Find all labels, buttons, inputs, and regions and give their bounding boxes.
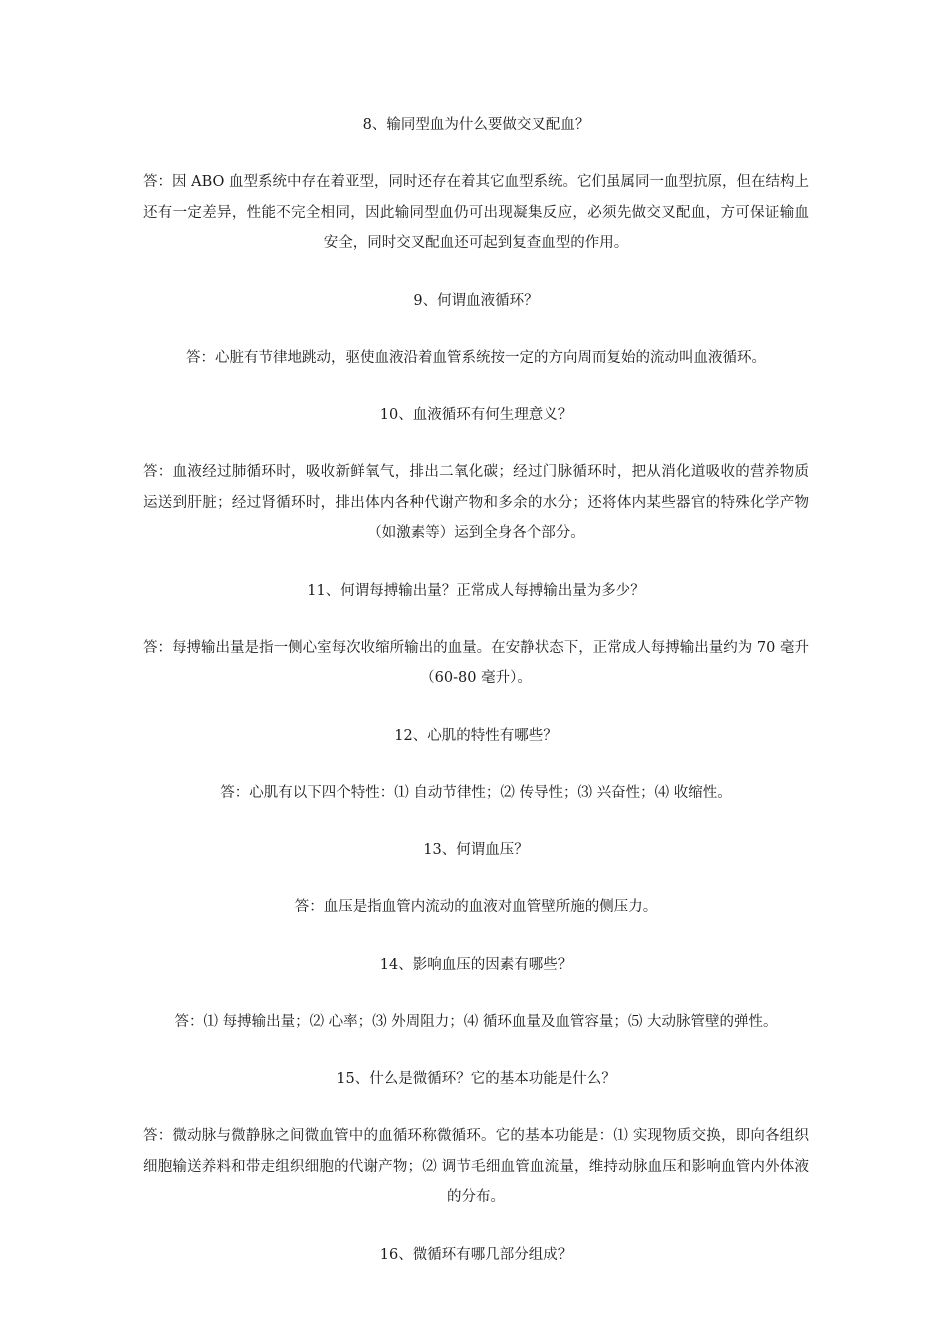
qa-item-8 [143,110,809,259]
question-heading: 8、输同型血为什么要做交叉配血？ [362,117,590,133]
question-heading: 15、什么是微循环？它的基本功能是什么？ [336,1071,616,1087]
answer-paragraph: 答：因 ABO 血型系统中存在着亚型，同时还存在着其它血型系统。它们虽属同一血型抗原，但在结构上还有一定差异，性能不完全相同，因此输同型血仍可出现凝集反应，必须先做交叉配血，方可保证输血安全，同时交叉配血还可起到复查血型的作用。 [143,174,809,251]
qa-item-14 [143,950,809,1038]
question-heading: 16、微循环有哪几部分组成？ [379,1246,573,1263]
qa-item-15 [143,1064,809,1213]
document-page [143,110,809,1297]
question-heading: 12、心肌的特性有哪些？ [394,727,558,744]
qa-item-16 [143,1240,809,1270]
qa-item-12 [143,721,809,809]
answer-paragraph: 答：心脏有节律地跳动，驱使血液沿着血管系统按一定的方向周而复始的流动叫血液循环。 [186,349,766,366]
answer-paragraph: 答：每搏输出量是指一侧心室每次收缩所输出的血量。在安静状态下，正常成人每搏输出量约为 70 毫升（60-80 毫升）。 [143,639,809,686]
answer-paragraph: 答：血压是指血管内流动的血液对血管壁所施的侧压力。 [294,899,658,915]
question-heading: 14、影响血压的因素有哪些？ [379,956,573,973]
question-heading: 10、血液循环有何生理意义？ [379,407,573,423]
question-heading: 13、何谓血压？ [423,842,529,858]
question-heading: 9、何谓血液循环？ [413,292,539,309]
answer-paragraph: 答：血液经过肺循环时，吸收新鲜氧气，排出二氧化碳；经过门脉循环时，把从消化道吸收的营养物质运送到肝脏；经过肾循环时，排出体内各种代谢产物和多余的水分；还将体内某些器官的特殊化学产物（如激素等）运到全身各个部分。 [143,464,809,541]
question-heading: 11、何谓每搏输出量？正常成人每搏输出量为多少？ [307,582,645,599]
answer-paragraph: 答：⑴ 每搏输出量；⑵ 心率；⑶ 外周阻力；⑷ 循环血量及血管容量；⑸ 大动脉管壁的弹性。 [174,1013,778,1030]
qa-item-9 [143,286,809,374]
answer-paragraph: 答：微动脉与微静脉之间微血管中的血循环称微循环。它的基本功能是：⑴ 实现物质交换，即向各组织细胞输送养料和带走组织细胞的代谢产物；⑵ 调节毛细血管血流量，维持动脉血压和影响血管内外体液的分布。 [143,1128,809,1205]
qa-item-13 [143,835,809,923]
answer-paragraph: 答：心肌有以下四个特性：⑴ 自动节律性；⑵ 传导性；⑶ 兴奋性；⑷ 收缩性。 [220,784,732,801]
qa-item-10 [143,400,809,549]
qa-item-11 [143,576,809,694]
